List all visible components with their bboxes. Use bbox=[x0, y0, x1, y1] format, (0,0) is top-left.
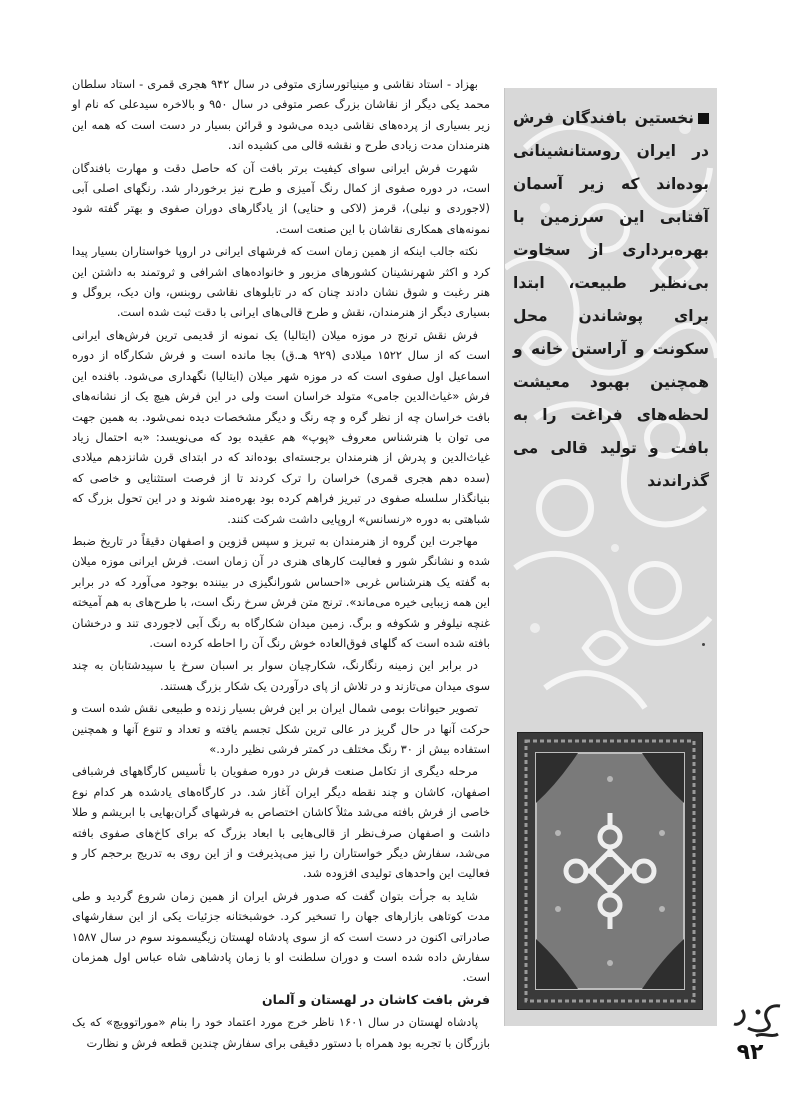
paragraph: فرش نقش ترنج در موزه میلان (ایتالیا) یک نمونه از قدیمی ترین فرش‌های ایرانی است که از سال ۱۵۲۲ میلادی (۹۲۹ هـ.ق) بجا مانده است و فرش شکارگاه از دوره اسماعیل اول صفوی است که در موزه شهر میلان (ایتالیا) نگهداری می‌شود. بافنده این فرش «غیاث‌الدین جامی» متولد خراسان است ولی در این فرش هیچ یک از نشانه‌های بافت خراسان چه از نظر گره و چه رنگ و دیگر مشخصات دیده نمی‌شود. به همین جهت می توان با هنرشناس معروف «پوپ» هم عقیده بود که می‌نویسد: «به احتمال زیاد غیاث‌الدین و پدرش از هنرمندان برجسته‌ای بوده‌اند که در ابتدای قرن شانزدهم میلادی (سده دهم هجری قمری) خراسان را ترک کردند تا از فرصت استثنایی و خاصی که بنیانگذار سلسله صفوی در تبریز فراهم کرده بود بهره‌مند شوند و در این تحول بزرگ که شباهتی به دوره «رنسانس» اروپایی داشت شرکت کنند. bbox=[72, 327, 490, 526]
paragraph: شهرت فرش ایرانی سوای کیفیت برتر بافت آن که حاصل دقت و مهارت بافندگان است، در دوره صفوی از کمال رنگ آمیزی و طرح نیز برخوردار شد. رنگهای اصلی آبی (لاجوردی و نیلی)، قرمز (لاکی و حنایی) از یادگارهای دوران صفوی و بهتر گفته شود نمونه‌های همکاری نقاشان با این صنعت است. bbox=[72, 160, 490, 236]
square-bullet-icon bbox=[698, 113, 709, 124]
paragraph: بهزاد - استاد نقاشی و مینیاتورسازی متوفی در سال ۹۴۲ هجری قمری - استاد سلطان محمد یکی دیگر از نقاشان بزرگ عصر متوفی در سال ۹۵۰ و بالاخره سیدعلی که نام او زیر بسیاری از پرده‌های نقاشی دیده می‌شود و قرائن بسیار در دست است که همه این هنرمندان مدت زیادی طرح و نقشه قالی می کشیده اند. bbox=[72, 77, 490, 153]
section-heading: فرش بافت کاشان در لهستان و آلمان bbox=[262, 991, 490, 1007]
magazine-logo bbox=[728, 1000, 788, 1044]
main-text-column bbox=[72, 74, 490, 1055]
paragraph: پادشاه لهستان در سال ۱۶۰۱ ناظر خرج مورد اعتماد خود را بنام «موراتوویچ» که یک بازرگان با تجربه بود همراه با دستور دقیقی برای سفارش چندین قطعه فرش و نظارت bbox=[72, 1015, 490, 1050]
paragraph: نکته جالب اینکه از همین زمان است که فرشهای ایرانی در اروپا خواستاران بسیار پیدا کرد و اکثر شهرنشینان کشورهای مزبور و خانواده‌های اشرافی و ثروتمند به داشتن این هنر رغبت و شوق نشان دادند چنان که در تابلوهای نقاشی روبنس، وان دیک، بروگل و بسیاری دیگر از هنرمندان، نقش و طرح قالی‌های ایرانی با دقت ثبت شده است. bbox=[72, 244, 490, 320]
pull-quote bbox=[513, 102, 709, 498]
paragraph: مهاجرت این گروه از هنرمندان به تبریز و سپس قزوین و اصفهان دقیقاً در تاریخ ضبط شده و نشانگر شور و فعالیت کارهای هنری در آن زمان است. فرش ایرانی موزه میلان به گفته یک هنرشناس غربی «احساس شورانگیزی در بیننده بوجود می‌آورد که در برابر این همه زیبایی خیره می‌ماند». ترنج متن فرش سرخ رنگ است، با طرح‌های به هم آمیخته غنچه نیلوفر و شکوفه و برگ. زمین میدان شکارگاه به رنگ آبی لاجوردی تند و درخشان بافته شده است که گلهای فوق‌العاده خوش رنگ آن را احاطه کرده است. bbox=[72, 533, 490, 650]
pull-quote-text: نخستین بافندگان فرش در ایران روستانشینانی بوده‌اند که زیر آسمان آفتابی این سرزمین با بهره‌برداری از سخاوت بی‌نظیر طبیعت، ابتدا برای پوشاندن محل سکونت و آراستن خانه و همچنین بهبود معیشت لحظه‌های فراغت را به بافت و تولید قالی می گذراندند bbox=[513, 109, 709, 490]
page-number: ۹۲ bbox=[736, 1040, 764, 1065]
paragraph: تصویر حیوانات بومی شمال ایران بر این فرش بسیار زنده و طبیعی نقش شده است و حرکت آنها در حال گریز در عالی ترین شکل تجسم یافته و تعداد و تنوع آنها و همچنین استفاده بیش از ۳۰ رنگ مختلف در کمتر فرشی نظیر دارد.» bbox=[72, 701, 490, 756]
carpet-photo bbox=[517, 732, 703, 1010]
paragraph: در برابر این زمینه رنگارنگ، شکارچیان سوار بر اسبان سرخ یا سپیدشتابان به چند سوی میدان می‌تازند و در تلاش از پای درآوردن یک شکار بزرگ هستند. bbox=[72, 658, 490, 693]
pull-quote-sidebar bbox=[504, 88, 717, 1026]
dot-marker bbox=[702, 643, 705, 646]
paragraph: مرحله دیگری از تکامل صنعت فرش در دوره صفویان با تأسیس کارگاههای فرشبافی اصفهان، کاشان و چند نقطه دیگر ایران آغاز شد. در کارگاه‌های یادشده هر کدام نوع خاصی از فرش بافته می‌شد مثلاً کاشان اختصاص به فرشهای گران‌بهایی با ابریشم و طلا داشت و اصفهان صرف‌نظر از قالی‌هایی با ابعاد بزرگ که برای کاخ‌های صفوی بافته می‌شد، سفارش دیگر خواستاران را نیز می‌پذیرفت و از این روی به تدریج برحجم کار و فعالیت این واحدهای تولیدی افزوده شد. bbox=[72, 764, 490, 881]
carpet-illustration bbox=[518, 733, 702, 1009]
paragraph: شاید به جرأت بتوان گفت که صدور فرش ایران از همین زمان شروع گردید و طی مدت کوتاهی بازارهای جهان را تسخیر کرد. خوشبختانه جزئیات یکی از این سفارشهای صادراتی اکنون در دست است که از سوی پادشاه لهستان زیگیسموند سوم در سال ۱۵۸۷ سفارش داده شده است و دوران سلطنت او با زمان پادشاهی شاه عباس اول همزمان است. bbox=[72, 888, 490, 985]
